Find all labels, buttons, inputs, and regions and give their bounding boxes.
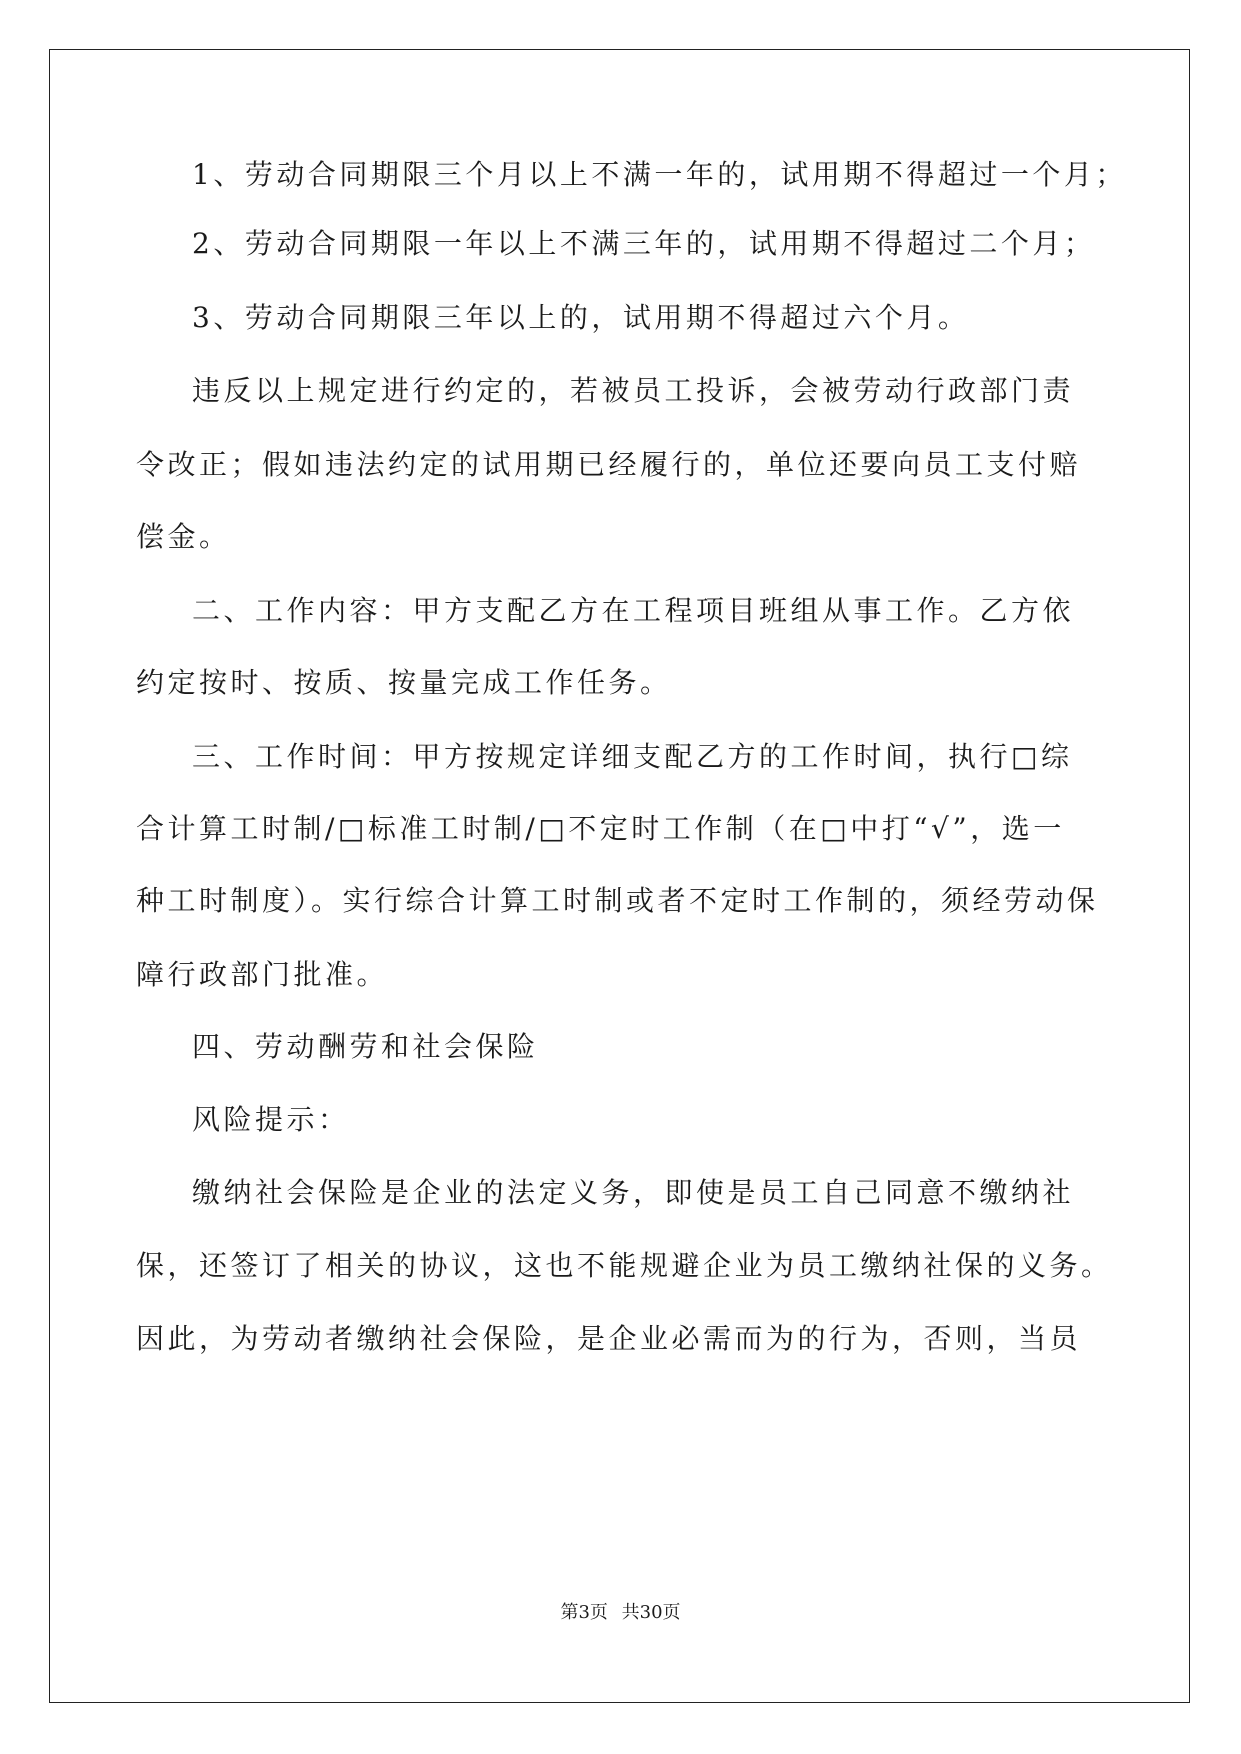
page-number: 第3页: [560, 1602, 608, 1623]
text-line: 种工时制度）。实行综合计算工时制或者不定时工作制的，须经劳动保: [136, 884, 1099, 917]
text-line: 二、工作内容：甲方支配乙方在工程项目班组从事工作。乙方依: [192, 594, 1075, 627]
section-heading: 四、劳动酬劳和社会保险: [192, 1030, 539, 1063]
text-line: 令改正；假如违法约定的试用期已经履行的，单位还要向员工支付赔: [136, 448, 1082, 481]
text-line: 2、劳动合同期限一年以上不满三年的，试用期不得超过二个月；: [192, 227, 1096, 260]
text-line: 合计算工时制/□标准工时制/□不定时工作制（在□中打“√”，选一: [136, 812, 1065, 845]
text-line: 偿金。: [136, 520, 231, 553]
text-line: 保，还签订了相关的协议，这也不能规避企业为员工缴纳社保的义务。: [136, 1249, 1113, 1282]
page-total: 共30页: [621, 1602, 681, 1623]
text-line: 缴纳社会保险是企业的法定义务，即使是员工自己同意不缴纳社: [192, 1176, 1075, 1209]
page-footer: [0, 1602, 1241, 1624]
text-line: 约定按时、按质、按量完成工作任务。: [136, 666, 672, 699]
text-line: 障行政部门批准。: [136, 958, 389, 991]
text-line: 三、工作时间：甲方按规定详细支配乙方的工作时间，执行□综: [192, 740, 1073, 773]
text-line: 1、劳动合同期限三个月以上不满一年的，试用期不得超过一个月；: [192, 158, 1127, 191]
text-line: 违反以上规定进行约定的，若被员工投诉，会被劳动行政部门责: [192, 374, 1075, 407]
text-line: 3、劳动合同期限三年以上的，试用期不得超过六个月。: [192, 301, 970, 334]
text-line: 因此，为劳动者缴纳社会保险，是企业必需而为的行为，否则，当员: [136, 1322, 1082, 1355]
text-line: 风险提示：: [192, 1103, 350, 1136]
page-border: [49, 49, 1190, 1703]
